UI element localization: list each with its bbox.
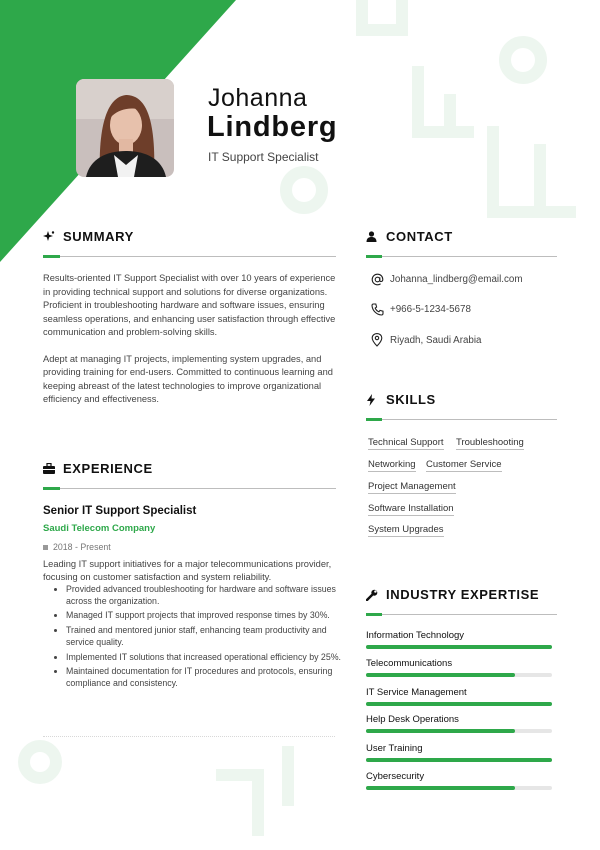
calendar-icon [43, 545, 48, 550]
experience-heading-label: EXPERIENCE [63, 461, 153, 476]
summary-paragraph-2: Adept at managing IT projects, implementing system upgrades, and providing training for end-users. Committed to continuous learning and keeping abreast of the latest technologies to improve organizational efficiency and effectiveness. [43, 353, 333, 404]
job-description: Leading IT support initiatives for a major telecommunications provider, focusing on customer satisfaction and system reliability. [43, 559, 332, 582]
sparkle-icon [43, 231, 57, 243]
contact-location-text: Riyadh, Saudi Arabia [390, 334, 482, 346]
industry-expertise-rule [366, 614, 557, 615]
contact-rule [366, 256, 557, 257]
expertise-bar-fill [366, 702, 552, 706]
expertise-label: User Training [366, 743, 423, 754]
at-sign-icon [371, 273, 385, 286]
skill-tag: Customer Service [426, 459, 502, 470]
job-bullet: • Provided advanced troubleshooting for hardware and software issues across the organization. [66, 584, 356, 607]
person-icon [366, 231, 380, 242]
skill-tag: Networking [368, 459, 416, 470]
expertise-item [366, 743, 552, 762]
job-dates-text: 2018 - Present [53, 542, 111, 552]
skill-tag: Technical Support [368, 437, 444, 448]
map-pin-icon [371, 333, 385, 347]
job-bullet: • Maintained documentation for IT procedures and protocols, ensuring compliance and consistency. [66, 666, 356, 689]
lightning-icon [366, 394, 380, 406]
expertise-bar [366, 758, 552, 762]
expertise-item [366, 771, 552, 790]
expertise-bar [366, 645, 552, 649]
summary-paragraph-1: Results-oriented IT Support Specialist with over 10 years of experience in providing technical support and solutions for diverse organizations. Proficient in troubleshooting hardware and software issues, ensuring seamless operations, and enhancing user satisfaction through effective communication and problem-solving skills. [43, 273, 336, 337]
skill-tag: Troubleshooting [456, 437, 524, 448]
summary-heading-label: SUMMARY [63, 229, 134, 244]
first-name: Johanna [208, 84, 308, 112]
summary-heading [43, 229, 134, 244]
contact-email-text: Johanna_lindberg@email.com [390, 274, 523, 285]
job-role: Senior IT Support Specialist [43, 505, 197, 517]
job-dates [43, 542, 111, 552]
expertise-bar [366, 786, 552, 790]
expertise-bar [366, 673, 552, 677]
expertise-bar-fill [366, 729, 515, 733]
industry-expertise-heading [366, 587, 539, 602]
phone-icon [371, 303, 385, 316]
job-bullet: • Managed IT support projects that improved response times by 30%. [66, 610, 356, 622]
skill-tag: Project Management [368, 481, 456, 492]
job-bullets [50, 584, 356, 693]
expertise-bar-fill [366, 758, 552, 762]
contact-phone[interactable] [371, 303, 471, 316]
expertise-bar [366, 702, 552, 706]
expertise-bar-fill [366, 673, 515, 677]
expertise-label: IT Service Management [366, 687, 467, 698]
briefcase-icon [43, 463, 57, 474]
job-bullet: • Trained and mentored junior staff, enhancing team productivity and service quality. [66, 625, 356, 648]
section-divider [43, 736, 335, 737]
expertise-item [366, 687, 552, 706]
contact-email[interactable] [371, 273, 522, 286]
expertise-label: Cybersecurity [366, 771, 425, 782]
expertise-item [366, 658, 552, 677]
summary-text [43, 272, 339, 407]
skill-tag: Software Installation [368, 503, 454, 514]
last-name: Lindberg [207, 111, 338, 143]
contact-phone-text: +966-5-1234-5678 [390, 304, 471, 315]
expertise-bar-fill [366, 786, 515, 790]
experience-rule [43, 488, 336, 489]
skills-heading-label: SKILLS [386, 392, 436, 407]
experience-heading [43, 461, 153, 476]
expertise-bar [366, 729, 552, 733]
contact-heading [366, 229, 453, 244]
expertise-bar-fill [366, 645, 552, 649]
job-bullet: • Implemented IT solutions that increased operational efficiency by 25%. [66, 652, 356, 664]
skills-rule [366, 419, 557, 420]
profile-photo [76, 79, 174, 177]
expertise-item [366, 714, 552, 733]
expertise-label: Information Technology [366, 630, 465, 641]
summary-rule [43, 256, 336, 257]
skills-heading [366, 392, 436, 407]
job-company: Saudi Telecom Company [43, 523, 156, 534]
contact-location [371, 333, 482, 347]
job-title: IT Support Specialist [208, 150, 319, 164]
expertise-label: Help Desk Operations [366, 714, 459, 725]
contact-heading-label: CONTACT [386, 229, 453, 244]
expertise-label: Telecommunications [366, 658, 453, 669]
industry-expertise-heading-label: INDUSTRY EXPERTISE [386, 587, 540, 602]
wrench-icon [366, 589, 380, 601]
expertise-item [366, 630, 552, 649]
skill-tag: System Upgrades [368, 524, 444, 535]
